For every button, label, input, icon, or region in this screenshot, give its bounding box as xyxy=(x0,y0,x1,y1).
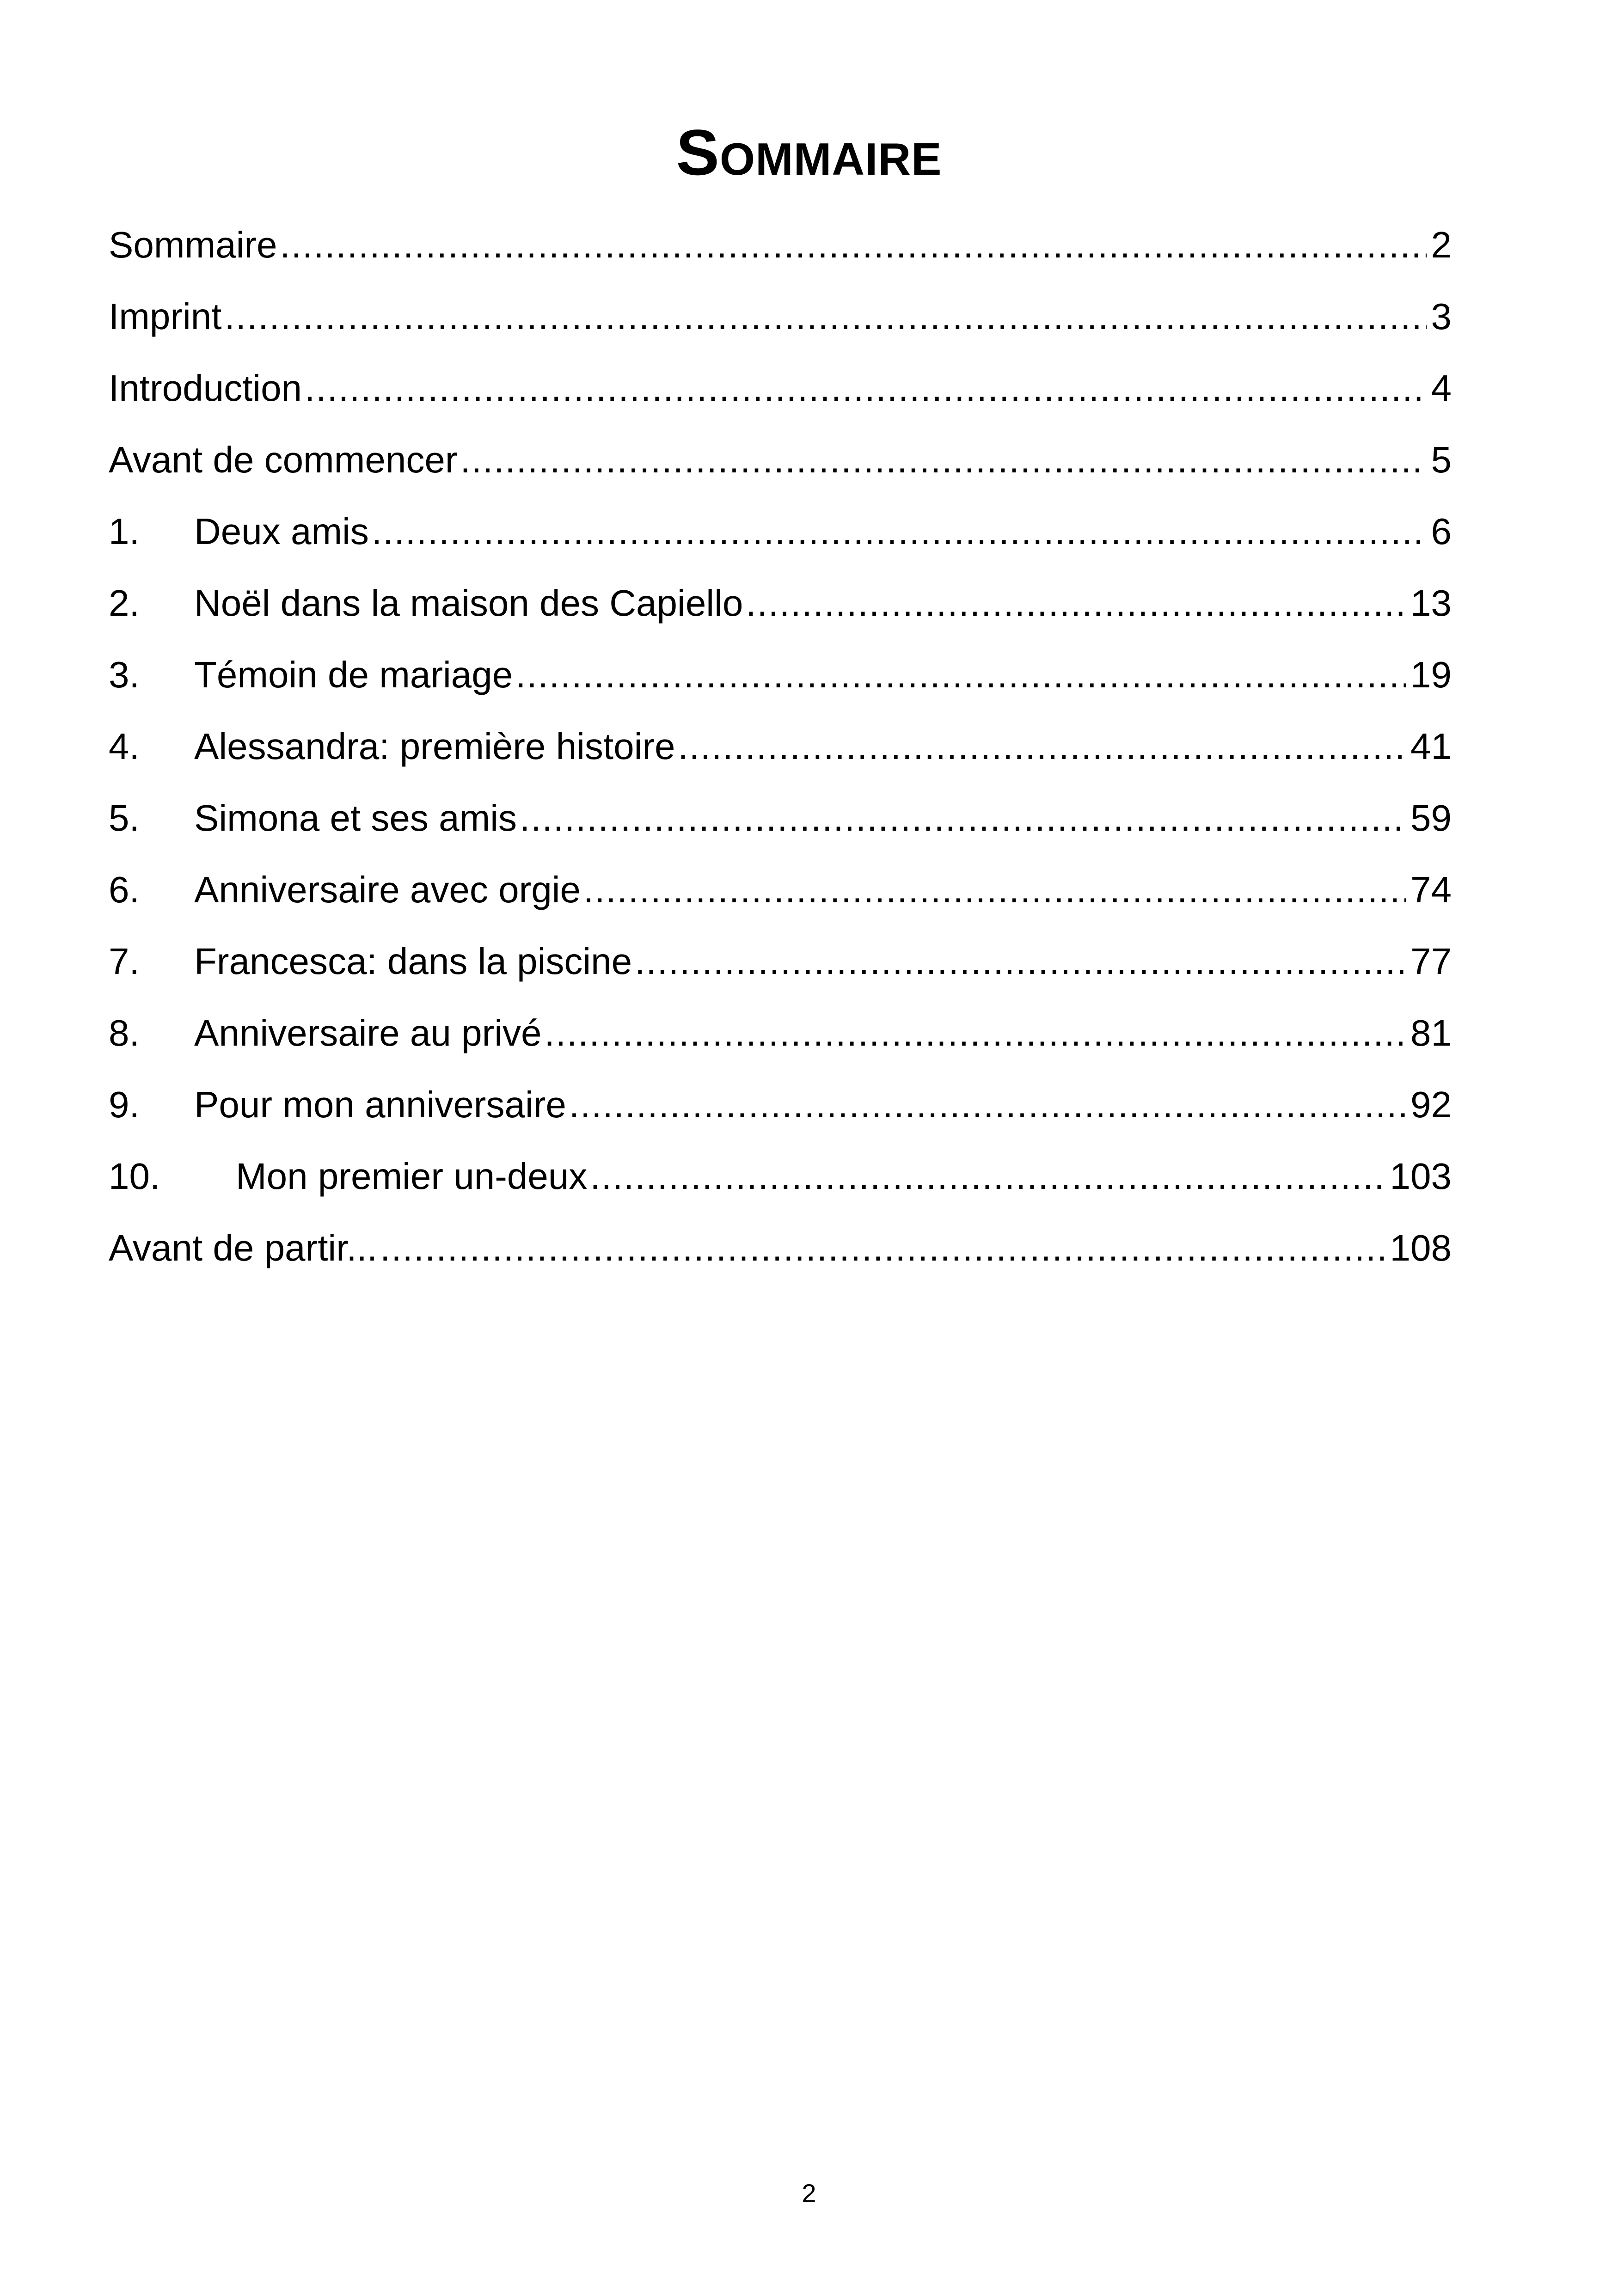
toc-dot-leader xyxy=(590,1149,1385,1204)
toc-entry-page: 59 xyxy=(1410,797,1452,839)
toc-entry-number: 3. xyxy=(109,654,140,695)
toc-dot-leader xyxy=(225,289,1427,344)
toc-dot-leader xyxy=(515,647,1406,703)
toc-dot-leader xyxy=(583,862,1406,918)
toc-entry-number: 10. xyxy=(109,1156,160,1197)
toc-dot-leader xyxy=(380,1220,1385,1276)
toc-entry[interactable] xyxy=(109,576,1452,647)
toc-entry-label: Sommaire xyxy=(109,224,277,265)
toc-dot-leader xyxy=(520,790,1406,846)
toc-entry-label: Anniversaire avec orgie xyxy=(194,869,581,910)
toc-entry[interactable] xyxy=(109,1077,1452,1149)
toc-entry-page: 41 xyxy=(1410,726,1452,767)
toc-entry-label: Pour mon anniversaire xyxy=(194,1084,566,1125)
toc-entry-page: 5 xyxy=(1431,439,1452,480)
toc-entry[interactable] xyxy=(109,1149,1452,1220)
toc-entry-page: 19 xyxy=(1410,654,1452,695)
toc-entry-page: 74 xyxy=(1410,869,1452,910)
toc-entry[interactable] xyxy=(109,862,1452,934)
toc-entry-label: Deux amis xyxy=(194,511,369,552)
table-of-contents xyxy=(109,217,1452,1292)
toc-entry[interactable] xyxy=(109,432,1452,504)
toc-entry-number: 9. xyxy=(109,1084,140,1125)
toc-entry-page: 6 xyxy=(1431,511,1452,552)
toc-entry-label: Noël dans la maison des Capiello xyxy=(194,582,743,624)
toc-entry-label: Introduction xyxy=(109,367,302,409)
toc-entry[interactable] xyxy=(109,1220,1452,1292)
toc-dot-leader xyxy=(544,1005,1406,1061)
toc-dot-leader xyxy=(305,361,1426,416)
toc-entry-number: 4. xyxy=(109,726,140,767)
toc-entry-page: 77 xyxy=(1410,941,1452,982)
toc-entry-label: Anniversaire au privé xyxy=(194,1012,542,1053)
toc-entry-number: 7. xyxy=(109,941,140,982)
toc-entry[interactable] xyxy=(109,934,1452,1005)
toc-entry-label: Alessandra: première histoire xyxy=(194,726,675,767)
toc-entry-page: 2 xyxy=(1431,224,1452,265)
toc-dot-leader xyxy=(280,217,1427,273)
toc-entry[interactable] xyxy=(109,1005,1452,1077)
page-title: Sommaire xyxy=(676,116,942,189)
toc-entry[interactable] xyxy=(109,504,1452,576)
toc-dot-leader xyxy=(372,504,1427,559)
toc-entry-number: 1. xyxy=(109,511,140,552)
toc-entry-number: 2. xyxy=(109,582,140,624)
toc-entry-label: Imprint xyxy=(109,296,222,337)
toc-entry-page: 3 xyxy=(1431,296,1452,337)
toc-entry[interactable] xyxy=(109,790,1452,862)
toc-entry-page: 81 xyxy=(1410,1012,1452,1053)
toc-dot-leader xyxy=(460,432,1426,488)
toc-dot-leader xyxy=(746,576,1406,631)
toc-entry-page: 4 xyxy=(1431,367,1452,409)
toc-dot-leader xyxy=(678,719,1406,774)
toc-entry-label: Mon premier un-deux xyxy=(236,1156,588,1197)
toc-entry-label: Avant de commencer xyxy=(109,439,458,480)
toc-entry-page: 108 xyxy=(1390,1227,1452,1268)
toc-entry-page: 92 xyxy=(1410,1084,1452,1125)
toc-entry-number: 6. xyxy=(109,869,140,910)
toc-entry[interactable] xyxy=(109,289,1452,361)
toc-entry-label: Avant de partir... xyxy=(109,1227,378,1268)
footer-page-number: 2 xyxy=(802,2179,816,2208)
toc-entry-number: 8. xyxy=(109,1012,140,1053)
toc-entry-label: Témoin de mariage xyxy=(194,654,513,695)
toc-entry-label: Francesca: dans la piscine xyxy=(194,941,632,982)
toc-dot-leader xyxy=(635,934,1406,989)
toc-entry-number: 5. xyxy=(109,797,140,839)
toc-entry-page: 103 xyxy=(1390,1156,1452,1197)
toc-entry[interactable] xyxy=(109,361,1452,432)
toc-entry[interactable] xyxy=(109,217,1452,289)
toc-entry-label: Simona et ses amis xyxy=(194,797,517,839)
toc-entry[interactable] xyxy=(109,719,1452,790)
toc-dot-leader xyxy=(569,1077,1406,1133)
toc-entry-page: 13 xyxy=(1410,582,1452,624)
toc-entry[interactable] xyxy=(109,647,1452,719)
